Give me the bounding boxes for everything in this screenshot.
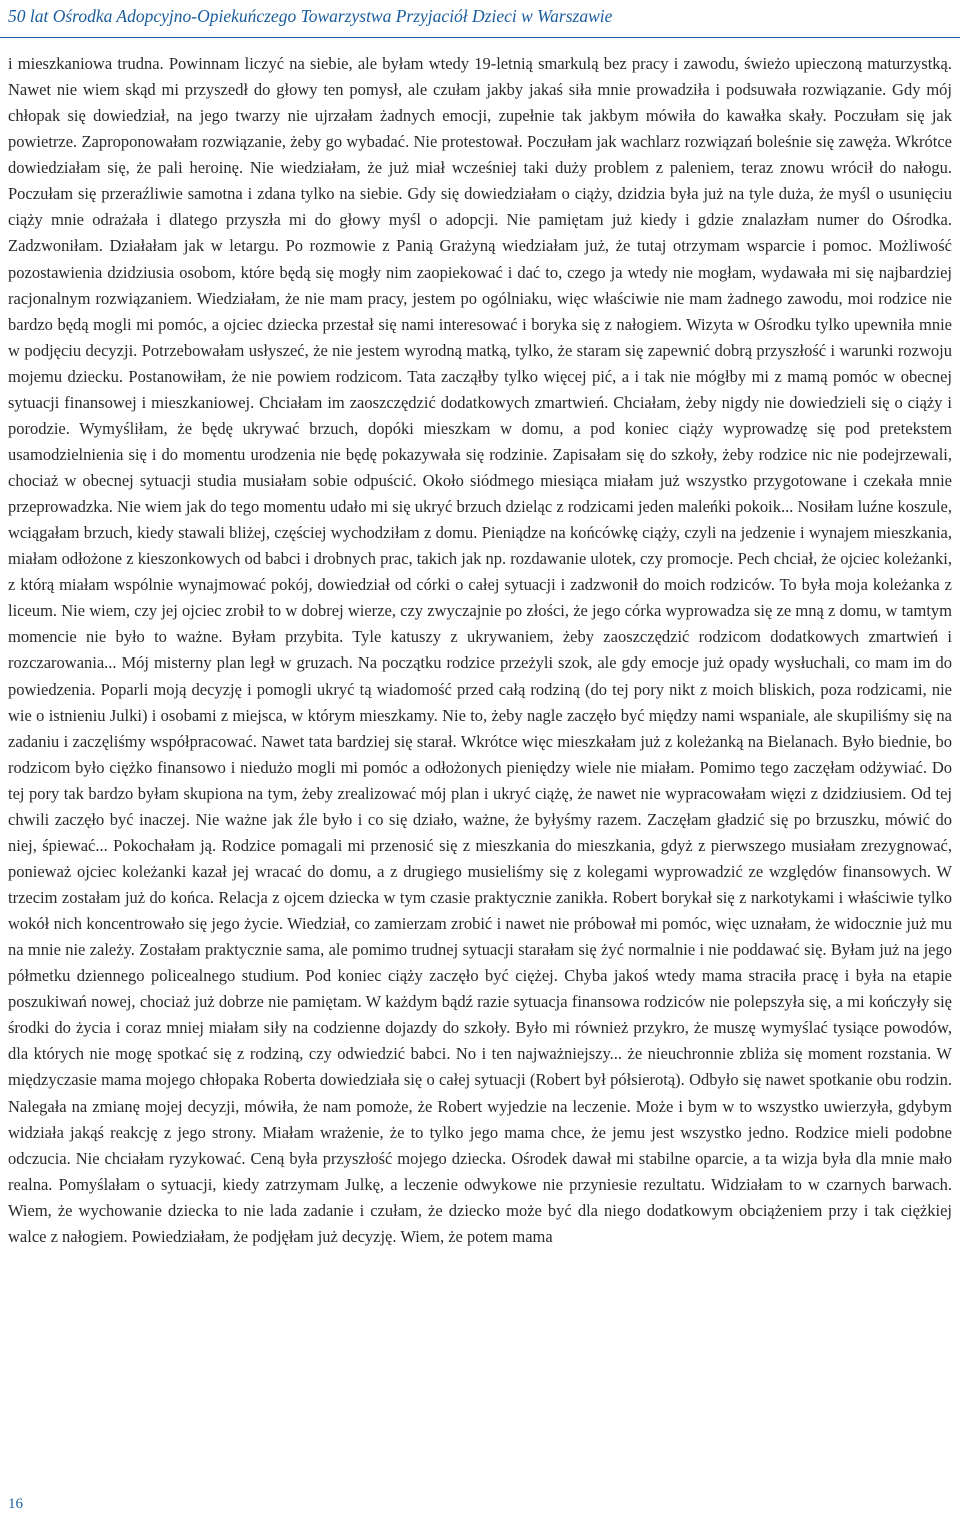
page-number: 16: [8, 1496, 23, 1512]
header-divider: [0, 37, 960, 38]
page-header-title: 50 lat Ośrodka Adopcyjno-Opiekuńczego Towarzystwa Przyjaciół Dzieci w Warszawie: [8, 6, 613, 26]
body-paragraph: i mieszkaniowa trudna. Powinnam liczyć na siebie, ale byłam wtedy 19-letnią smarkulą bez pracy i zawodu, świeżo upieczoną maturzystką. Nawet nie wiem skąd mi przyszedł do głowy ten pomysł, ale czułam jakby jakaś siła mnie prowadziła i podsuwała rozwiązanie. Gdy mój chłopak się dowiedział, na jego twarzy nie ujrzałam żadnych emocji, zupełnie tak jakbym mówiła do kawałka skały. Poczułam się jak powietrze. Zaproponowałam rozwiązanie, żeby go wybadać. Nie protestował. Poczułam jak wachlarz rozwiązań boleśnie się zawęża. Wkrótce dowiedziałam się, że pali heroinę. Nie wiedziałam, że już miał wcześniej taki duży problem z paleniem, teraz znowu wrócił do nałogu. Poczułam się przeraźliwie samotna i zdana tylko na siebie. Gdy się dowiedziałam o ciąży, dzidzia była już na tyle duża, że myśl o usunięciu ciąży mnie odrażała i dlatego przyszła mi do głowy myśl o adopcji. Nie pamiętam już kiedy i gdzie znalazłam numer do Ośrodka. Zadzwoniłam. Działałam jak w letargu. Po rozmowie z Panią Grażyną wiedziałam już, że tutaj otrzymam wsparcie i pomoc. Możliwość pozostawienia dzidziusia osobom, które będą się mogły nim zaopiekować i dać to, czego ja wtedy nie mogłam, wydawała mi się najbardziej racjonalnym rozwiązaniem. Wiedziałam, że nie mam pracy, jestem po ogólniaku, więc właściwie nie mam żadnego zawodu, moi rodzice nie bardzo będą mogli mi pomóc, a ojciec dziecka przestał się nami interesować i boryka się z nałogiem. Wizyta w Ośrodku tylko upewniła mnie w podjęciu decyzji. Potrzebowałam usłyszeć, że nie jestem wyrodną matką, tylko, że staram się zapewnić dobrą przyszłość i warunki rozwoju mojemu dziecku. Postanowiłam, że nie powiem rodzicom. Tata zacząłby tylko więcej pić, a i tak nie mógłby mi z mamą pomóc w obecnej sytuacji finansowej i mieszkaniowej. Chciałam im zaoszczędzić dodatkowych zmartwień. Chciałam, żeby nigdy nie dowiedzieli się o ciąży i porodzie. Wymyśliłam, że będę ukrywać brzuch, dopóki mieszkam w domu, a pod koniec ciąży wyprowadzę się pod pretekstem usamodzielnienia się i do momentu urodzenia nie będę pokazywała się rodzinie. Zapisałam się do szkoły, żeby rodzice nic nie podejrzewali, chociaż w obecnej sytuacji studia musiałam sobie odpuścić. Około siódmego miesiąca miałam już wszystko przygotowane i czekała mnie przeprowadzka. Nie wiem jak do tego momentu udało mi się ukryć brzuch dzieląc z rodzicami jeden maleńki pokoik... Nosiłam luźne koszule, wciągałam brzuch, kiedy stawali bliżej, częściej wychodziłam z domu. Pieniądze na końcówkę ciąży, czyli na jedzenie i wynajem mieszkania, miałam odłożone z kieszonkowych od babci i drobnych prac, takich jak np. rozdawanie ulotek, czy promocje. Pech chciał, że ojciec koleżanki, z którą miałam wspólnie wynajmować pokój, dowiedział od córki o całej sytuacji i zadzwonił do moich rodziców. To była moja koleżanka z liceum. Nie wiem, czy jej ojciec zrobił to w dobrej wierze, czy zwyczajnie po złości, że jego córka wyprowadza się ze mną z domu, w tamtym momencie nie było to ważne. Byłam przybita. Tyle katuszy z ukrywaniem, żeby zaoszczędzić rodzicom dodatkowych zmartwień i rozczarowania... Mój misterny plan legł w gruzach. Na początku rodzice przeżyli szok, ale gdy emocje już opady wysłuchali, co mam im do powiedzenia. Poparli moją decyzję i pomogli ukryć tą wiadomość przed całą rodziną (do tej pory nikt z moich bliskich, poza rodzicami, nie wie o istnieniu Julki) i osobami z miejsca, w którym mieszkamy. Nie to, żeby nagle zaczęło być między nami wspaniale, ale skupiliśmy się na zadaniu i zaczęliśmy współpracować. Nawet tata bardziej się starał. Wkrótce więc mieszkałam już z koleżanką na Bielanach. Było biednie, bo rodzicom było ciężko finansowo i niedużo mogli mi pomóc a odłożonych pieniędzy wiele nie miałam. Pomimo tego zaczęłam odżywiać. Do tej pory tak bardzo byłam skupiona na tym, żeby zrealizować mój plan i ukryć ciążę, że nawet nie wypracowałam więzi z dzidziusiem. Od tej chwili zaczęło być inaczej. Nie ważne jak źle było i co się działo, ważne, że byłyśmy razem. Zaczęłam gładzić się po brzuszku, mówić do niej, śpiewać... Pokochałam ją. Rodzice pomagali mi przenosić się z mieszkania do mieszkania, gdyż z pierwszego musiałam zrezygnować, ponieważ ojciec koleżanki kazał jej wracać do domu, a z drugiego musieliśmy się z kolegami wyprowadzić ze względów finansowych. W trzecim zostałam już do końca. Relacja z ojcem dziecka w tym czasie praktycznie zanikła. Robert borykał się z narkotykami i właściwie tylko wokół nich koncentrowało się jego życie. Wiedział, co zamierzam zrobić i nawet nie próbował mi pomóc, więc uznałam, że widocznie już mu na mnie nie zależy. Zostałam praktycznie sama, ale pomimo trudnej sytuacji starałam się żyć normalnie i nie poddawać się. Byłam już na jego półmetku dziennego policealnego studium. Pod koniec ciąży zaczęło być ciężej. Chyba jakoś wtedy mama straciła pracę i była na etapie poszukiwań nowej, chociaż już dobrze nie pamiętam. W każdym bądź razie sytuacja finansowa rodziców nie polepszyła się, a mi kończyły się środki do życia i coraz mniej miałam siły na codzienne dojazdy do szkoły. Było mi również przykro, że muszę wymyślać tysiące powodów, dla których nie mogę spotkać się z rodziną, czy odwiedzić babci. No i ten najważniejszy... że nieuchronnie zbliża się moment rozstania. W międzyczasie mama mojego chłopaka Roberta dowiedziała się o całej sytuacji (Robert był półsierotą). Odbyło się nawet spotkanie obu rodzin. Nalegała na zmianę mojej decyzji, mówiła, że nam pomoże, że Robert wyjedzie na leczenie. Może i bym w to wszystko uwierzyła, gdybym widziała jakąś reakcję z jego strony. Miałam wrażenie, że to tylko jego mama chce, że jemu jest wszystko jedno. Rodzice mieli podobne odczucia. Nie chciałam ryzykować. Ceną była przyszłość mojego dziecka. Ośrodek dawał mi stabilne oparcie, a ta wizja była dla mnie mało realna. Pomyślałam o sytuacji, kiedy zatrzymam Julkę, a leczenie odwykowe nie przyniesie rezultatu. Widziałam to w czarnych barwach. Wiem, że wychowanie dziecka to nie lada zadanie i czułam, że dziecko może być dla niego dodatkowym obciążeniem przy i tak ciężkiej walce z nałogiem. Powiedziałam, że podjęłam już decyzję. Wiem, że potem mama: [8, 54, 952, 1246]
